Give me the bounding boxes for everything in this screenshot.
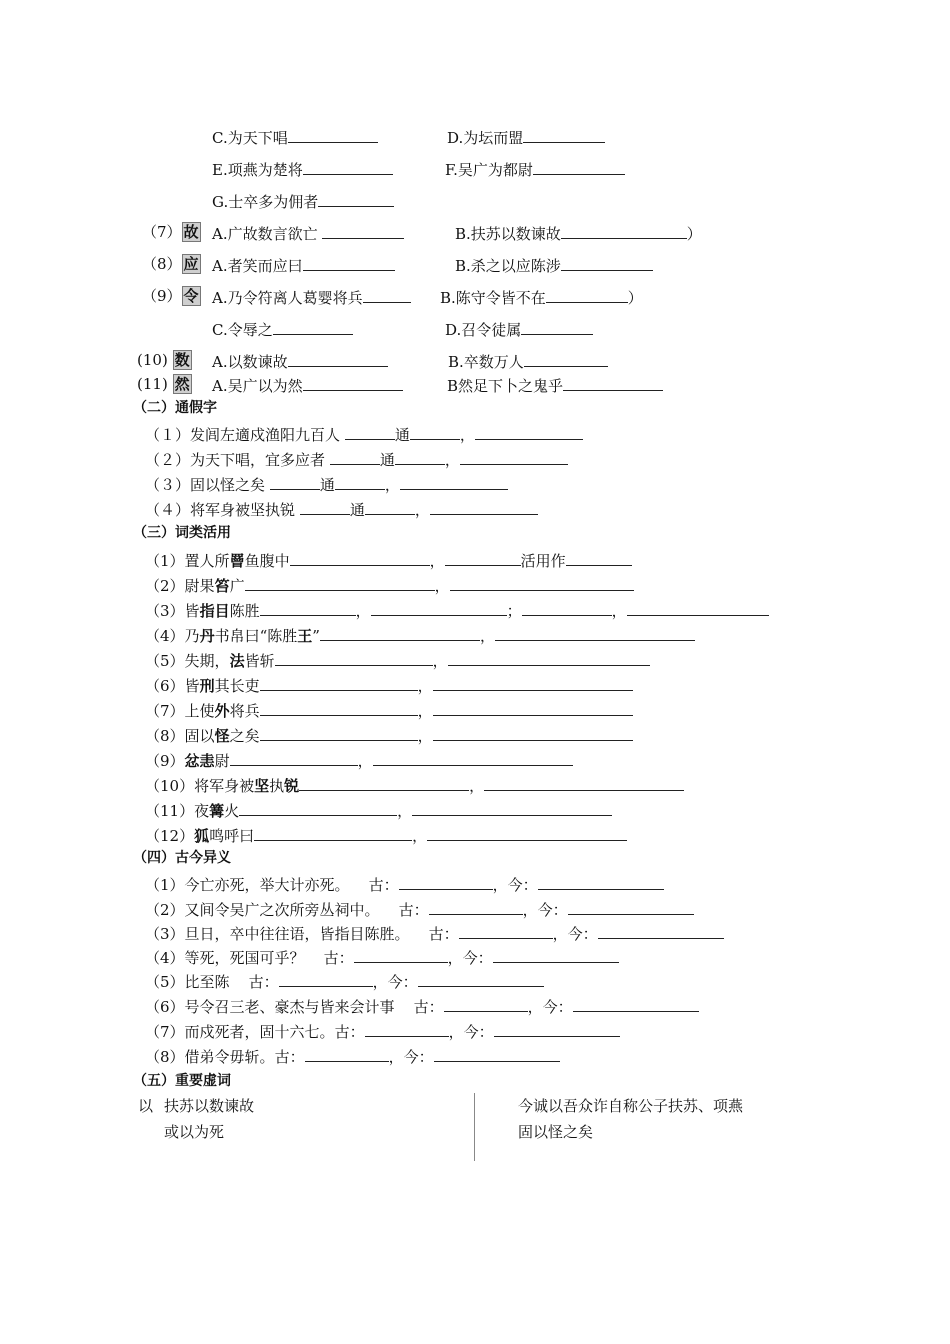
function-word: 以 (138, 1097, 154, 1115)
answer-blank[interactable] (305, 1045, 389, 1062)
item-c: C.为天下唱 (212, 126, 378, 148)
answer-blank[interactable] (400, 473, 508, 490)
answer-blank[interactable] (371, 599, 507, 616)
list-item: （4）等死，死国可乎？ 古： ，今： (145, 946, 619, 968)
answer-blank[interactable] (363, 286, 411, 303)
answer-blank[interactable] (521, 318, 593, 335)
answer-blank[interactable] (239, 799, 397, 816)
answer-blank[interactable] (303, 254, 395, 271)
answer-blank[interactable] (288, 126, 378, 143)
answer-blank[interactable] (566, 549, 632, 566)
answer-blank[interactable] (524, 350, 608, 367)
answer-blank[interactable] (573, 995, 699, 1012)
list-item: （２）为天下唱，宜多应者 通 ， (145, 448, 568, 470)
answer-blank[interactable] (260, 599, 356, 616)
answer-blank[interactable] (320, 624, 480, 641)
list-item: （2）又间令吴广之次所旁丛祠中。 古： ，今： (145, 898, 694, 920)
answer-blank[interactable] (450, 574, 634, 591)
answer-blank[interactable] (495, 624, 695, 641)
list-item: （2）尉果笞广 ， (145, 574, 634, 596)
list-item: （11）夜篝火 ， (145, 799, 612, 821)
answer-blank[interactable] (322, 222, 404, 239)
row-8-a: A.者笑而应曰 (212, 254, 395, 276)
list-item: （４）将军身被坚执锐 通 ， (145, 498, 538, 520)
key-word: 数 (174, 351, 190, 369)
answer-blank[interactable] (568, 898, 694, 915)
answer-blank[interactable] (598, 922, 724, 939)
row-11-b: B然足下卜之鬼乎 (447, 374, 663, 396)
list-item: （7）上使外将兵 ， (145, 699, 633, 721)
answer-blank[interactable] (303, 374, 403, 391)
answer-blank[interactable] (270, 473, 320, 490)
answer-blank[interactable] (475, 423, 583, 440)
row-9-c: C.令辱之 (212, 318, 353, 340)
item-g: G.士卒多为佣者 (212, 190, 394, 212)
list-item: （10）将军身被坚执锐 ， (145, 774, 684, 796)
answer-blank[interactable] (279, 970, 373, 987)
row-11: (11) 然 (137, 375, 190, 393)
answer-blank[interactable] (538, 873, 664, 890)
section-title: （二）通假字 (133, 400, 217, 416)
example-sentence: 扶苏以数谏故 (164, 1097, 255, 1115)
list-item: （6）号令召三老、豪杰与皆来会计事 古： ，今： (145, 995, 699, 1017)
answer-blank[interactable] (300, 498, 350, 515)
answer-blank[interactable] (563, 374, 663, 391)
list-item: （１）发闾左適戍渔阳九百人 通 ， (145, 423, 583, 445)
row-10-b: B.卒数万人 (448, 350, 608, 372)
list-item: （1）置人所罾鱼腹中 ， 活用作 (145, 549, 632, 571)
example-sentence: 或以为死 (164, 1123, 225, 1141)
answer-blank[interactable] (433, 699, 633, 716)
list-item: （3）旦日，卒中往往语，皆指目陈胜。 古： ，今： (145, 922, 724, 944)
answer-blank[interactable] (561, 254, 653, 271)
answer-blank[interactable] (260, 674, 418, 691)
answer-blank[interactable] (433, 674, 633, 691)
row-9: （9） 令 (142, 287, 199, 305)
answer-blank[interactable] (546, 286, 628, 303)
list-item: （3）皆指目陈胜 ， ； ， (145, 599, 769, 621)
answer-blank[interactable] (345, 423, 395, 440)
answer-blank[interactable] (275, 649, 433, 666)
answer-blank[interactable] (245, 574, 435, 591)
column-divider (474, 1093, 475, 1161)
answer-blank[interactable] (430, 498, 538, 515)
row-10: (10) 数 (137, 351, 190, 369)
list-item: （12）狐鸣呼曰 ， (145, 824, 627, 846)
answer-blank[interactable] (522, 599, 612, 616)
key-word: 然 (174, 375, 190, 393)
answer-blank[interactable] (561, 222, 687, 239)
answer-blank[interactable] (493, 946, 619, 963)
list-item: （6）皆刑其长吏 ， (145, 674, 633, 696)
list-item: （1）今亡亦死，举大计亦死。 古： ，今： (145, 873, 664, 895)
row-10-a: A.以数谏故 (212, 350, 388, 372)
answer-blank[interactable] (410, 423, 460, 440)
row-8-b: B.杀之以应陈涉 (455, 254, 653, 276)
answer-blank[interactable] (523, 126, 605, 143)
row-9-a: A.乃令符离人葛婴将兵 (212, 286, 411, 308)
list-item: （8）借弟令毋斩。古： ，今： (145, 1045, 560, 1067)
answer-blank[interactable] (365, 498, 415, 515)
answer-blank[interactable] (427, 824, 627, 841)
item-f: F.吴广为都尉 (445, 158, 625, 180)
list-item: （9）忿恚尉 ， (145, 749, 573, 771)
list-item: （8）固以怪之矣 ， (145, 724, 633, 746)
row-7-b: B.扶苏以数谏故 ） (455, 222, 702, 244)
list-item: （4）乃丹书帛曰“陈胜王” ， (145, 624, 695, 646)
answer-blank[interactable] (354, 946, 448, 963)
item-e: E.项燕为楚将 (212, 158, 393, 180)
answer-blank[interactable] (448, 649, 650, 666)
answer-blank[interactable] (303, 158, 393, 175)
row-7: （7） 故 (142, 223, 199, 241)
answer-blank[interactable] (318, 190, 394, 207)
section-title: （四）古今异义 (133, 850, 231, 866)
answer-blank[interactable] (335, 473, 385, 490)
row-11-a: A.吴广以为然 (212, 374, 403, 396)
answer-blank[interactable] (460, 448, 568, 465)
answer-blank[interactable] (230, 749, 358, 766)
answer-blank[interactable] (494, 1020, 620, 1037)
list-item: （5）失期，法皆斩 ， (145, 649, 650, 671)
list-item: （３）固以怪之矣 通 ， (145, 473, 508, 495)
answer-blank[interactable] (260, 724, 418, 741)
answer-blank[interactable] (418, 970, 544, 987)
list-item: （7）而戍死者，固十六七。古： ，今： (145, 1020, 620, 1042)
key-word: 应 (183, 255, 199, 273)
answer-blank[interactable] (290, 549, 430, 566)
list-item: （5）比至陈 古： ，今： (145, 970, 544, 992)
answer-blank[interactable] (627, 599, 769, 616)
row-9-b: B.陈守令皆不在 ） (440, 286, 643, 308)
section-title: （五）重要虚词 (133, 1073, 231, 1089)
answer-blank[interactable] (273, 318, 353, 335)
answer-blank[interactable] (412, 799, 612, 816)
answer-blank[interactable] (433, 724, 633, 741)
example-sentence: 今诚以吾众诈自称公子扶苏、项燕 (518, 1097, 744, 1115)
answer-blank[interactable] (533, 158, 625, 175)
answer-blank[interactable] (365, 1020, 449, 1037)
row-8: （8） 应 (142, 255, 199, 273)
answer-blank[interactable] (260, 699, 418, 716)
answer-blank[interactable] (395, 448, 445, 465)
answer-blank[interactable] (484, 774, 684, 791)
row-9-d: D.召令徒属 (445, 318, 593, 340)
key-word: 故 (183, 223, 199, 241)
section-title: （三）词类活用 (133, 525, 231, 541)
answer-blank[interactable] (288, 350, 388, 367)
answer-blank[interactable] (444, 995, 528, 1012)
example-sentence: 固以怪之矣 (518, 1123, 594, 1141)
answer-blank[interactable] (459, 922, 553, 939)
answer-blank[interactable] (434, 1045, 560, 1062)
key-word: 令 (183, 287, 199, 305)
answer-blank[interactable] (330, 448, 380, 465)
row-7-a: A.广故数言欲亡 (212, 222, 404, 244)
answer-blank[interactable] (299, 774, 469, 791)
answer-blank[interactable] (429, 898, 523, 915)
answer-blank[interactable] (254, 824, 412, 841)
answer-blank[interactable] (399, 873, 493, 890)
answer-blank[interactable] (445, 549, 521, 566)
answer-blank[interactable] (373, 749, 573, 766)
item-d: D.为坛而盟 (447, 126, 605, 148)
